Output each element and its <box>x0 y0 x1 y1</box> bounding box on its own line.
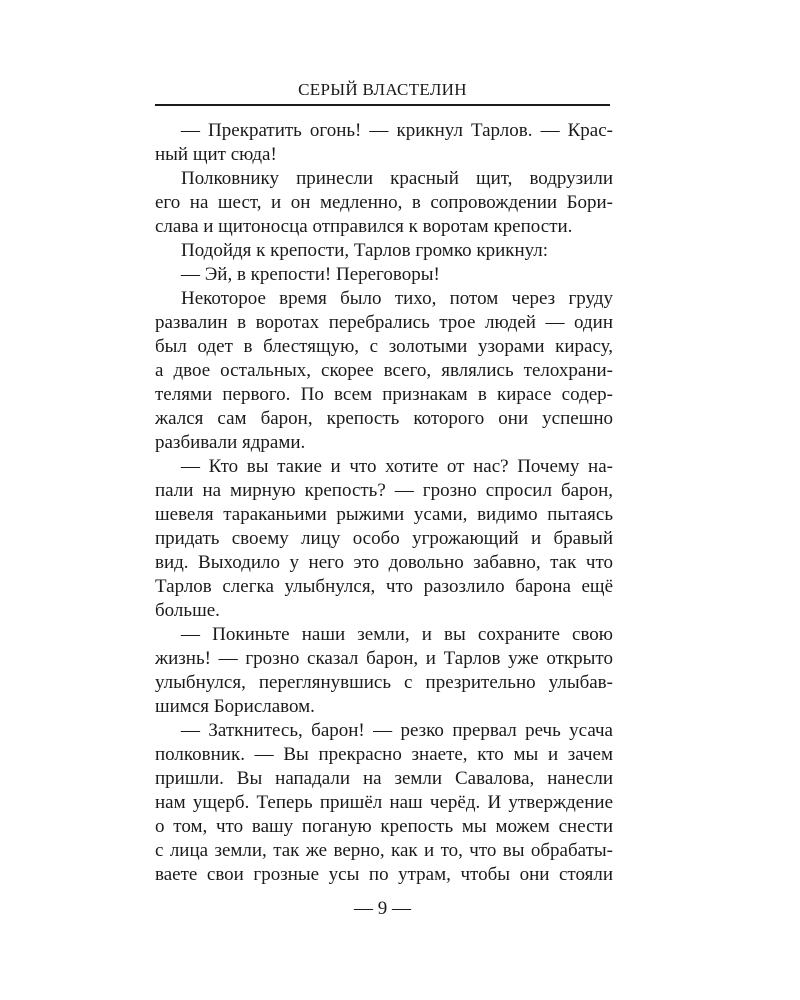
text-line: нам ущерб. Теперь пришёл наш черёд. И утверждение <box>155 792 613 813</box>
text-line: — Покиньте наши земли, и вы сохраните свою <box>181 624 613 645</box>
text-line: телями первого. По всем признакам в кирасе содер- <box>155 384 613 405</box>
text-line: а двое остальных, скорее всего, являлись телохрани- <box>155 360 613 381</box>
text-line: вид. Выходило у него это довольно забавно, так что <box>155 552 613 573</box>
text-line: его на шест, и он медленно, в сопровождении Бори- <box>155 192 613 213</box>
text-line: придать своему лицу особо угрожающий и бравый <box>155 528 613 549</box>
text-line: полковник. — Вы прекрасно знаете, кто мы и зачем <box>155 744 613 765</box>
text-line: — Эй, в крепости! Переговоры! <box>181 264 440 285</box>
header-divider <box>155 104 610 106</box>
text-line: — Заткнитесь, барон! — резко прервал речь усача <box>181 720 613 741</box>
body-text <box>155 119 613 887</box>
text-line: ваете свои грозные усы по утрам, чтобы они стояли <box>155 864 613 885</box>
text-line: с лица земли, так же верно, как и то, что вы обрабаты- <box>155 840 613 861</box>
text-line: ный щит сюда! <box>155 144 277 165</box>
running-header <box>155 80 610 106</box>
text-line: улыбнулся, переглянувшись с презрительно улыбав- <box>155 672 613 693</box>
text-line: шимся Бориславом. <box>155 696 315 717</box>
text-line: был одет в блестящую, с золотыми узорами кирасу, <box>155 336 613 357</box>
text-line: — Прекратить огонь! — крикнул Тарлов. — Крас- <box>181 120 613 141</box>
text-line: Подойдя к крепости, Тарлов громко крикнул: <box>181 240 549 261</box>
text-line: разбивали ядрами. <box>155 432 306 453</box>
text-line: — Кто вы такие и что хотите от нас? Почему на- <box>181 456 613 477</box>
text-line: о том, что вашу поганую крепость мы можем снести <box>155 816 613 837</box>
text-line: жался сам барон, крепость которого они успешно <box>155 408 613 429</box>
text-line: развалин в воротах перебрались трое людей — один <box>155 312 613 333</box>
text-line: пали на мирную крепость? — грозно спросил барон, <box>155 480 613 501</box>
text-line: Полковнику принесли красный щит, водрузили <box>181 168 613 189</box>
text-line: слава и щитоносца отправился к воротам крепости. <box>155 216 573 237</box>
page-number: — 9 — <box>354 898 411 919</box>
text-line: Некоторое время было тихо, потом через груду <box>181 288 613 309</box>
text-line: шевеля тараканьими рыжими усами, видимо пытаясь <box>155 504 613 525</box>
text-line: жизнь! — грозно сказал барон, и Тарлов уже открыто <box>155 648 613 669</box>
text-line: пришли. Вы нападали на земли Савалова, нанесли <box>155 768 613 789</box>
text-line: Тарлов слегка улыбнулся, что разозлило барона ещё <box>155 576 613 597</box>
text-line: больше. <box>155 600 220 621</box>
running-header-title: СЕРЫЙ ВЛАСТЕЛИН <box>298 80 467 99</box>
